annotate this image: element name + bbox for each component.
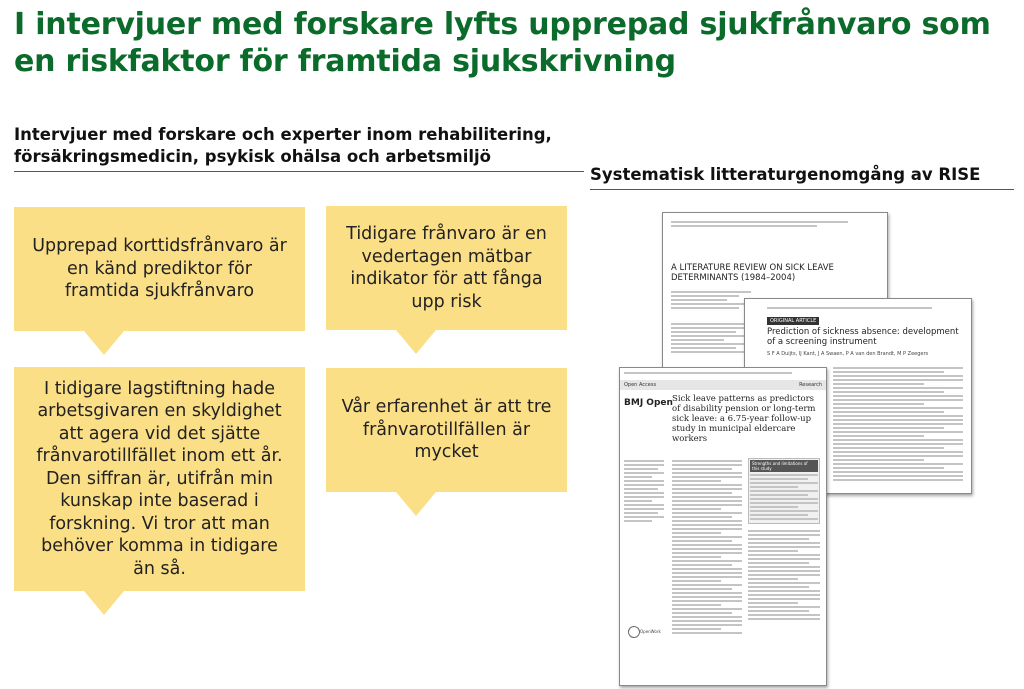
page-title: I intervjuer med forskare lyfts upprepad sjukfrånvaro som en riskfaktor för framtida sjukskrivning <box>14 7 991 79</box>
paper-3-strengths-title: Strengths and limitations of this study <box>750 460 818 472</box>
open-access-logo-icon <box>628 626 640 638</box>
quote-card-2-text: Tidigare frånvaro är en vedertagen mätbar indikator för att fånga upp risk <box>346 224 547 312</box>
quote-card-4-text: Vår erfarenhet är att tre frånvarotillfällen är mycket <box>341 397 552 463</box>
quote-card-3 <box>14 367 305 591</box>
literature-review-heading: Systematisk litteraturgenomgång av RISE <box>590 164 1020 186</box>
paper-3-logo-label: OpenWork <box>640 629 661 634</box>
paper-1-title: A LITERATURE REVIEW ON SICK LEAVE DETERMINANTS (1984–2004) <box>671 263 834 283</box>
paper-3-open-access: Open Access <box>624 382 657 388</box>
quote-card-1-text: Upprepad korttidsfrånvaro är en känd prediktor för framtida sjukfrånvaro <box>32 236 287 302</box>
quote-card-2 <box>326 206 567 330</box>
paper-2-authors: S F A Duijts, IJ Kant, J A Swaen, P A van den Brandt, M P Zeegers <box>767 351 929 357</box>
interviews-heading: Intervjuer med forskare och experter inom rehabilitering, försäkringsmedicin, psykisk ohälsa och arbetsmiljö <box>14 124 584 168</box>
paper-3-research-label: Research <box>799 382 822 388</box>
quote-card-4 <box>326 368 567 492</box>
paper-3-title: Sick leave patterns as predictors of disability pension or long-term sick leave: a 6.75-year follow-up study in municipal eldercare workers <box>672 394 816 444</box>
paper-3-access-bar <box>620 380 826 390</box>
quote-card-1 <box>14 207 305 331</box>
paper-2-badge: ORIGINAL ARTICLE <box>767 317 819 325</box>
quote-card-3-text: I tidigare lagstiftning hade arbetsgivaren en skyldighet att agera vid det sjätte frånvarotillfället inom ett år. Den siffran är, utifrån min kunskap inte baserad i forskning. Vi tror att man behöver komma in tidigare än så. <box>36 378 283 579</box>
paper-2-title: Prediction of sickness absence: development of a screening instrument <box>767 327 959 347</box>
paper-3-journal: BMJ Open <box>624 398 673 408</box>
paper-thumbnail-bmj-open <box>619 367 827 686</box>
paper-3-strengths-box <box>748 458 820 524</box>
